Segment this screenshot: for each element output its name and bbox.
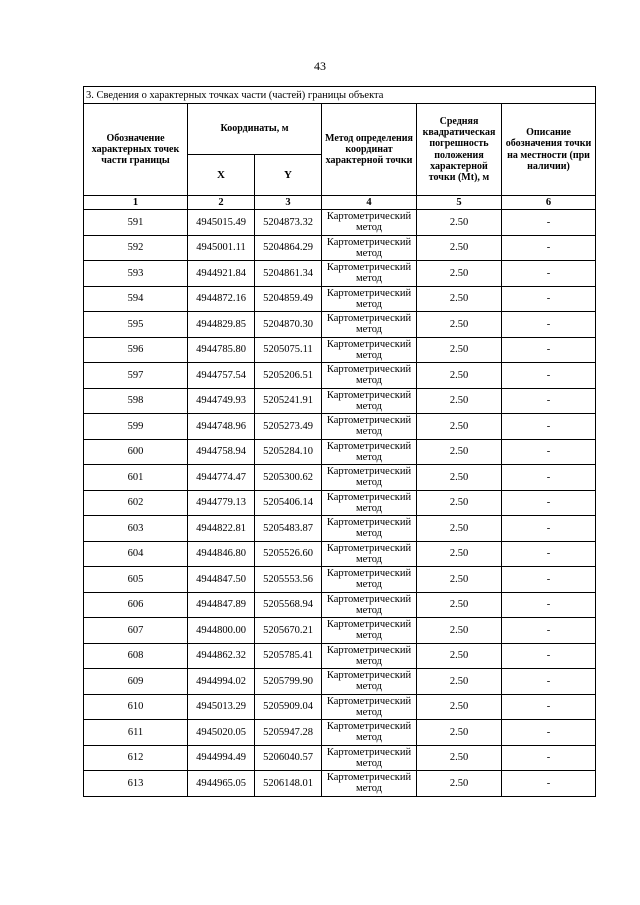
table-row [84, 541, 596, 567]
coord-y: 5205799.90 [255, 669, 322, 695]
coord-y: 5204859.49 [255, 286, 322, 312]
table-row [84, 210, 596, 236]
table-row [84, 694, 596, 720]
table-row [84, 669, 596, 695]
header-description: Описание обозначения точки на местности (при наличии) [502, 104, 596, 196]
coord-x: 4944785.80 [188, 337, 255, 363]
description-value: - [502, 286, 596, 312]
description-value: - [502, 490, 596, 516]
method-cell [322, 771, 417, 797]
header-method: Метод определения координат характерной точки [322, 104, 417, 196]
table-row [84, 439, 596, 465]
coord-y: 5205241.91 [255, 388, 322, 414]
table-row [84, 567, 596, 593]
method-cell [322, 541, 417, 567]
method-line2: метод [355, 681, 383, 693]
description-value: - [502, 235, 596, 261]
point-id: 603 [84, 516, 188, 542]
column-number: 5 [417, 196, 502, 210]
method-cell [322, 261, 417, 287]
error-value: 2.50 [417, 516, 502, 542]
header-x: X [188, 155, 255, 196]
point-id: 607 [84, 618, 188, 644]
method-line2: метод [355, 630, 383, 642]
method-line2: метод [355, 324, 383, 336]
coord-y: 5206148.01 [255, 771, 322, 797]
error-value: 2.50 [417, 745, 502, 771]
table-row [84, 490, 596, 516]
method-line1: Картометрический [326, 593, 412, 605]
description-value: - [502, 567, 596, 593]
point-id: 597 [84, 363, 188, 389]
header-error: Средняя квадратическая погрешность положения характерной точки (Mt), м [417, 104, 502, 196]
point-id: 592 [84, 235, 188, 261]
method-line2: метод [355, 502, 383, 514]
coord-x: 4945015.49 [188, 210, 255, 236]
table-row [84, 388, 596, 414]
column-number: 1 [84, 196, 188, 210]
table-row [84, 286, 596, 312]
point-id: 606 [84, 592, 188, 618]
method-cell [322, 235, 417, 261]
table-row [84, 516, 596, 542]
table-row [84, 261, 596, 287]
description-value: - [502, 465, 596, 491]
section-title: 3. Сведения о характерных точках части (частей) границы объекта [84, 87, 596, 104]
error-value: 2.50 [417, 643, 502, 669]
description-value: - [502, 337, 596, 363]
method-cell [322, 363, 417, 389]
method-line1: Картометрический [326, 211, 412, 223]
coord-y: 5205406.14 [255, 490, 322, 516]
method-line1: Картометрический [326, 262, 412, 274]
coord-y: 5205526.60 [255, 541, 322, 567]
table-row [84, 771, 596, 797]
coord-y: 5206040.57 [255, 745, 322, 771]
description-value: - [502, 210, 596, 236]
column-number: 6 [502, 196, 596, 210]
method-line1: Картометрический [326, 338, 412, 350]
coord-x: 4944965.05 [188, 771, 255, 797]
error-value: 2.50 [417, 235, 502, 261]
column-number: 4 [322, 196, 417, 210]
point-id: 599 [84, 414, 188, 440]
description-value: - [502, 618, 596, 644]
point-id: 611 [84, 720, 188, 746]
boundary-points-table [83, 86, 596, 797]
error-value: 2.50 [417, 618, 502, 644]
method-line1: Картометрический [326, 491, 412, 503]
point-id: 610 [84, 694, 188, 720]
method-line1: Картометрический [326, 772, 412, 784]
point-id: 604 [84, 541, 188, 567]
method-cell [322, 669, 417, 695]
description-value: - [502, 745, 596, 771]
description-value: - [502, 516, 596, 542]
table-row [84, 465, 596, 491]
coord-x: 4944847.89 [188, 592, 255, 618]
method-cell [322, 592, 417, 618]
coord-y: 5205909.04 [255, 694, 322, 720]
point-id: 591 [84, 210, 188, 236]
method-line2: метод [355, 451, 383, 463]
column-number: 3 [255, 196, 322, 210]
coord-y: 5205483.87 [255, 516, 322, 542]
description-value: - [502, 312, 596, 338]
point-id: 613 [84, 771, 188, 797]
description-value: - [502, 694, 596, 720]
description-value: - [502, 669, 596, 695]
method-cell [322, 694, 417, 720]
method-line2: метод [355, 477, 383, 489]
header-y: Y [255, 155, 322, 196]
method-cell [322, 516, 417, 542]
error-value: 2.50 [417, 567, 502, 593]
description-value: - [502, 541, 596, 567]
description-value: - [502, 720, 596, 746]
method-line1: Картометрический [326, 466, 412, 478]
method-line1: Картометрический [326, 517, 412, 529]
coord-y: 5204873.32 [255, 210, 322, 236]
coord-y: 5205206.51 [255, 363, 322, 389]
description-value: - [502, 771, 596, 797]
method-line2: метод [355, 426, 383, 438]
coord-y: 5205568.94 [255, 592, 322, 618]
error-value: 2.50 [417, 465, 502, 491]
error-value: 2.50 [417, 388, 502, 414]
point-id: 596 [84, 337, 188, 363]
method-line2: метод [355, 757, 383, 769]
method-line1: Картометрический [326, 313, 412, 325]
coord-x: 4944774.47 [188, 465, 255, 491]
method-line2: метод [355, 273, 383, 285]
method-line2: метод [355, 375, 383, 387]
table-row [84, 235, 596, 261]
header-point: Обозначение характерных точек части границы [84, 104, 188, 196]
method-cell [322, 312, 417, 338]
header-coords: Координаты, м [188, 104, 322, 155]
point-id: 612 [84, 745, 188, 771]
method-line2: метод [355, 732, 383, 744]
error-value: 2.50 [417, 771, 502, 797]
method-line2: метод [355, 706, 383, 718]
method-line2: метод [355, 528, 383, 540]
point-id: 609 [84, 669, 188, 695]
coord-x: 4944800.00 [188, 618, 255, 644]
coord-x: 4944757.54 [188, 363, 255, 389]
coord-x: 4945013.29 [188, 694, 255, 720]
error-value: 2.50 [417, 261, 502, 287]
coord-x: 4944846.80 [188, 541, 255, 567]
error-value: 2.50 [417, 363, 502, 389]
method-line2: метод [355, 604, 383, 616]
error-value: 2.50 [417, 694, 502, 720]
method-line2: метод [355, 579, 383, 591]
point-id: 608 [84, 643, 188, 669]
coord-x: 4944779.13 [188, 490, 255, 516]
method-line1: Картометрический [326, 644, 412, 656]
method-line1: Картометрический [326, 670, 412, 682]
description-value: - [502, 643, 596, 669]
error-value: 2.50 [417, 592, 502, 618]
method-line2: метод [355, 349, 383, 361]
coord-x: 4944749.93 [188, 388, 255, 414]
coord-x: 4944994.02 [188, 669, 255, 695]
method-line2: метод [355, 783, 383, 795]
point-id: 595 [84, 312, 188, 338]
page-number: 43 [314, 59, 326, 73]
error-value: 2.50 [417, 312, 502, 338]
error-value: 2.50 [417, 541, 502, 567]
method-line1: Картометрический [326, 568, 412, 580]
method-line2: метод [355, 400, 383, 412]
coord-x: 4944862.32 [188, 643, 255, 669]
method-cell [322, 745, 417, 771]
table-row [84, 363, 596, 389]
table-row [84, 337, 596, 363]
table-row [84, 312, 596, 338]
coord-x: 4944847.50 [188, 567, 255, 593]
method-line1: Картометрический [326, 542, 412, 554]
method-cell [322, 643, 417, 669]
method-line1: Картометрический [326, 695, 412, 707]
method-line1: Картометрический [326, 364, 412, 376]
method-cell [322, 439, 417, 465]
method-line1: Картометрический [326, 746, 412, 758]
description-value: - [502, 363, 596, 389]
point-id: 600 [84, 439, 188, 465]
method-line2: метод [355, 222, 383, 234]
method-line1: Картометрический [326, 236, 412, 248]
coord-x: 4945001.11 [188, 235, 255, 261]
coord-x: 4944872.16 [188, 286, 255, 312]
method-cell [322, 210, 417, 236]
description-value: - [502, 414, 596, 440]
method-line1: Картометрический [326, 440, 412, 452]
point-id: 601 [84, 465, 188, 491]
coord-y: 5205553.56 [255, 567, 322, 593]
error-value: 2.50 [417, 439, 502, 465]
coord-y: 5204861.34 [255, 261, 322, 287]
coord-y: 5204870.30 [255, 312, 322, 338]
coord-x: 4944921.84 [188, 261, 255, 287]
error-value: 2.50 [417, 210, 502, 236]
column-numbers-row [84, 196, 596, 210]
coord-x: 4944748.96 [188, 414, 255, 440]
coord-y: 5205670.21 [255, 618, 322, 644]
coord-x: 4944829.85 [188, 312, 255, 338]
description-value: - [502, 439, 596, 465]
method-cell [322, 388, 417, 414]
method-line2: метод [355, 655, 383, 667]
error-value: 2.50 [417, 720, 502, 746]
point-id: 598 [84, 388, 188, 414]
table-row [84, 720, 596, 746]
coord-x: 4944822.81 [188, 516, 255, 542]
coord-y: 5204864.29 [255, 235, 322, 261]
table-row [84, 643, 596, 669]
point-id: 594 [84, 286, 188, 312]
point-id: 593 [84, 261, 188, 287]
method-line1: Картометрический [326, 415, 412, 427]
error-value: 2.50 [417, 669, 502, 695]
description-value: - [502, 592, 596, 618]
method-cell [322, 567, 417, 593]
method-cell [322, 618, 417, 644]
table-row [84, 414, 596, 440]
method-line2: метод [355, 553, 383, 565]
method-cell [322, 286, 417, 312]
coord-y: 5205947.28 [255, 720, 322, 746]
coord-y: 5205284.10 [255, 439, 322, 465]
method-line2: метод [355, 247, 383, 259]
error-value: 2.50 [417, 414, 502, 440]
coord-y: 5205785.41 [255, 643, 322, 669]
point-id: 605 [84, 567, 188, 593]
coord-y: 5205075.11 [255, 337, 322, 363]
table-row [84, 592, 596, 618]
coord-x: 4944994.49 [188, 745, 255, 771]
coord-y: 5205300.62 [255, 465, 322, 491]
description-value: - [502, 261, 596, 287]
method-cell [322, 720, 417, 746]
method-line1: Картометрический [326, 287, 412, 299]
method-line2: метод [355, 298, 383, 310]
method-cell [322, 490, 417, 516]
error-value: 2.50 [417, 337, 502, 363]
method-line1: Картометрический [326, 619, 412, 631]
description-value: - [502, 388, 596, 414]
method-cell [322, 465, 417, 491]
method-cell [322, 414, 417, 440]
method-line1: Картометрический [326, 721, 412, 733]
method-line1: Картометрический [326, 389, 412, 401]
coord-x: 4945020.05 [188, 720, 255, 746]
method-cell [322, 337, 417, 363]
coord-y: 5205273.49 [255, 414, 322, 440]
point-id: 602 [84, 490, 188, 516]
table-row [84, 618, 596, 644]
error-value: 2.50 [417, 490, 502, 516]
table-body [84, 210, 596, 797]
column-number: 2 [188, 196, 255, 210]
error-value: 2.50 [417, 286, 502, 312]
coord-x: 4944758.94 [188, 439, 255, 465]
table-row [84, 745, 596, 771]
